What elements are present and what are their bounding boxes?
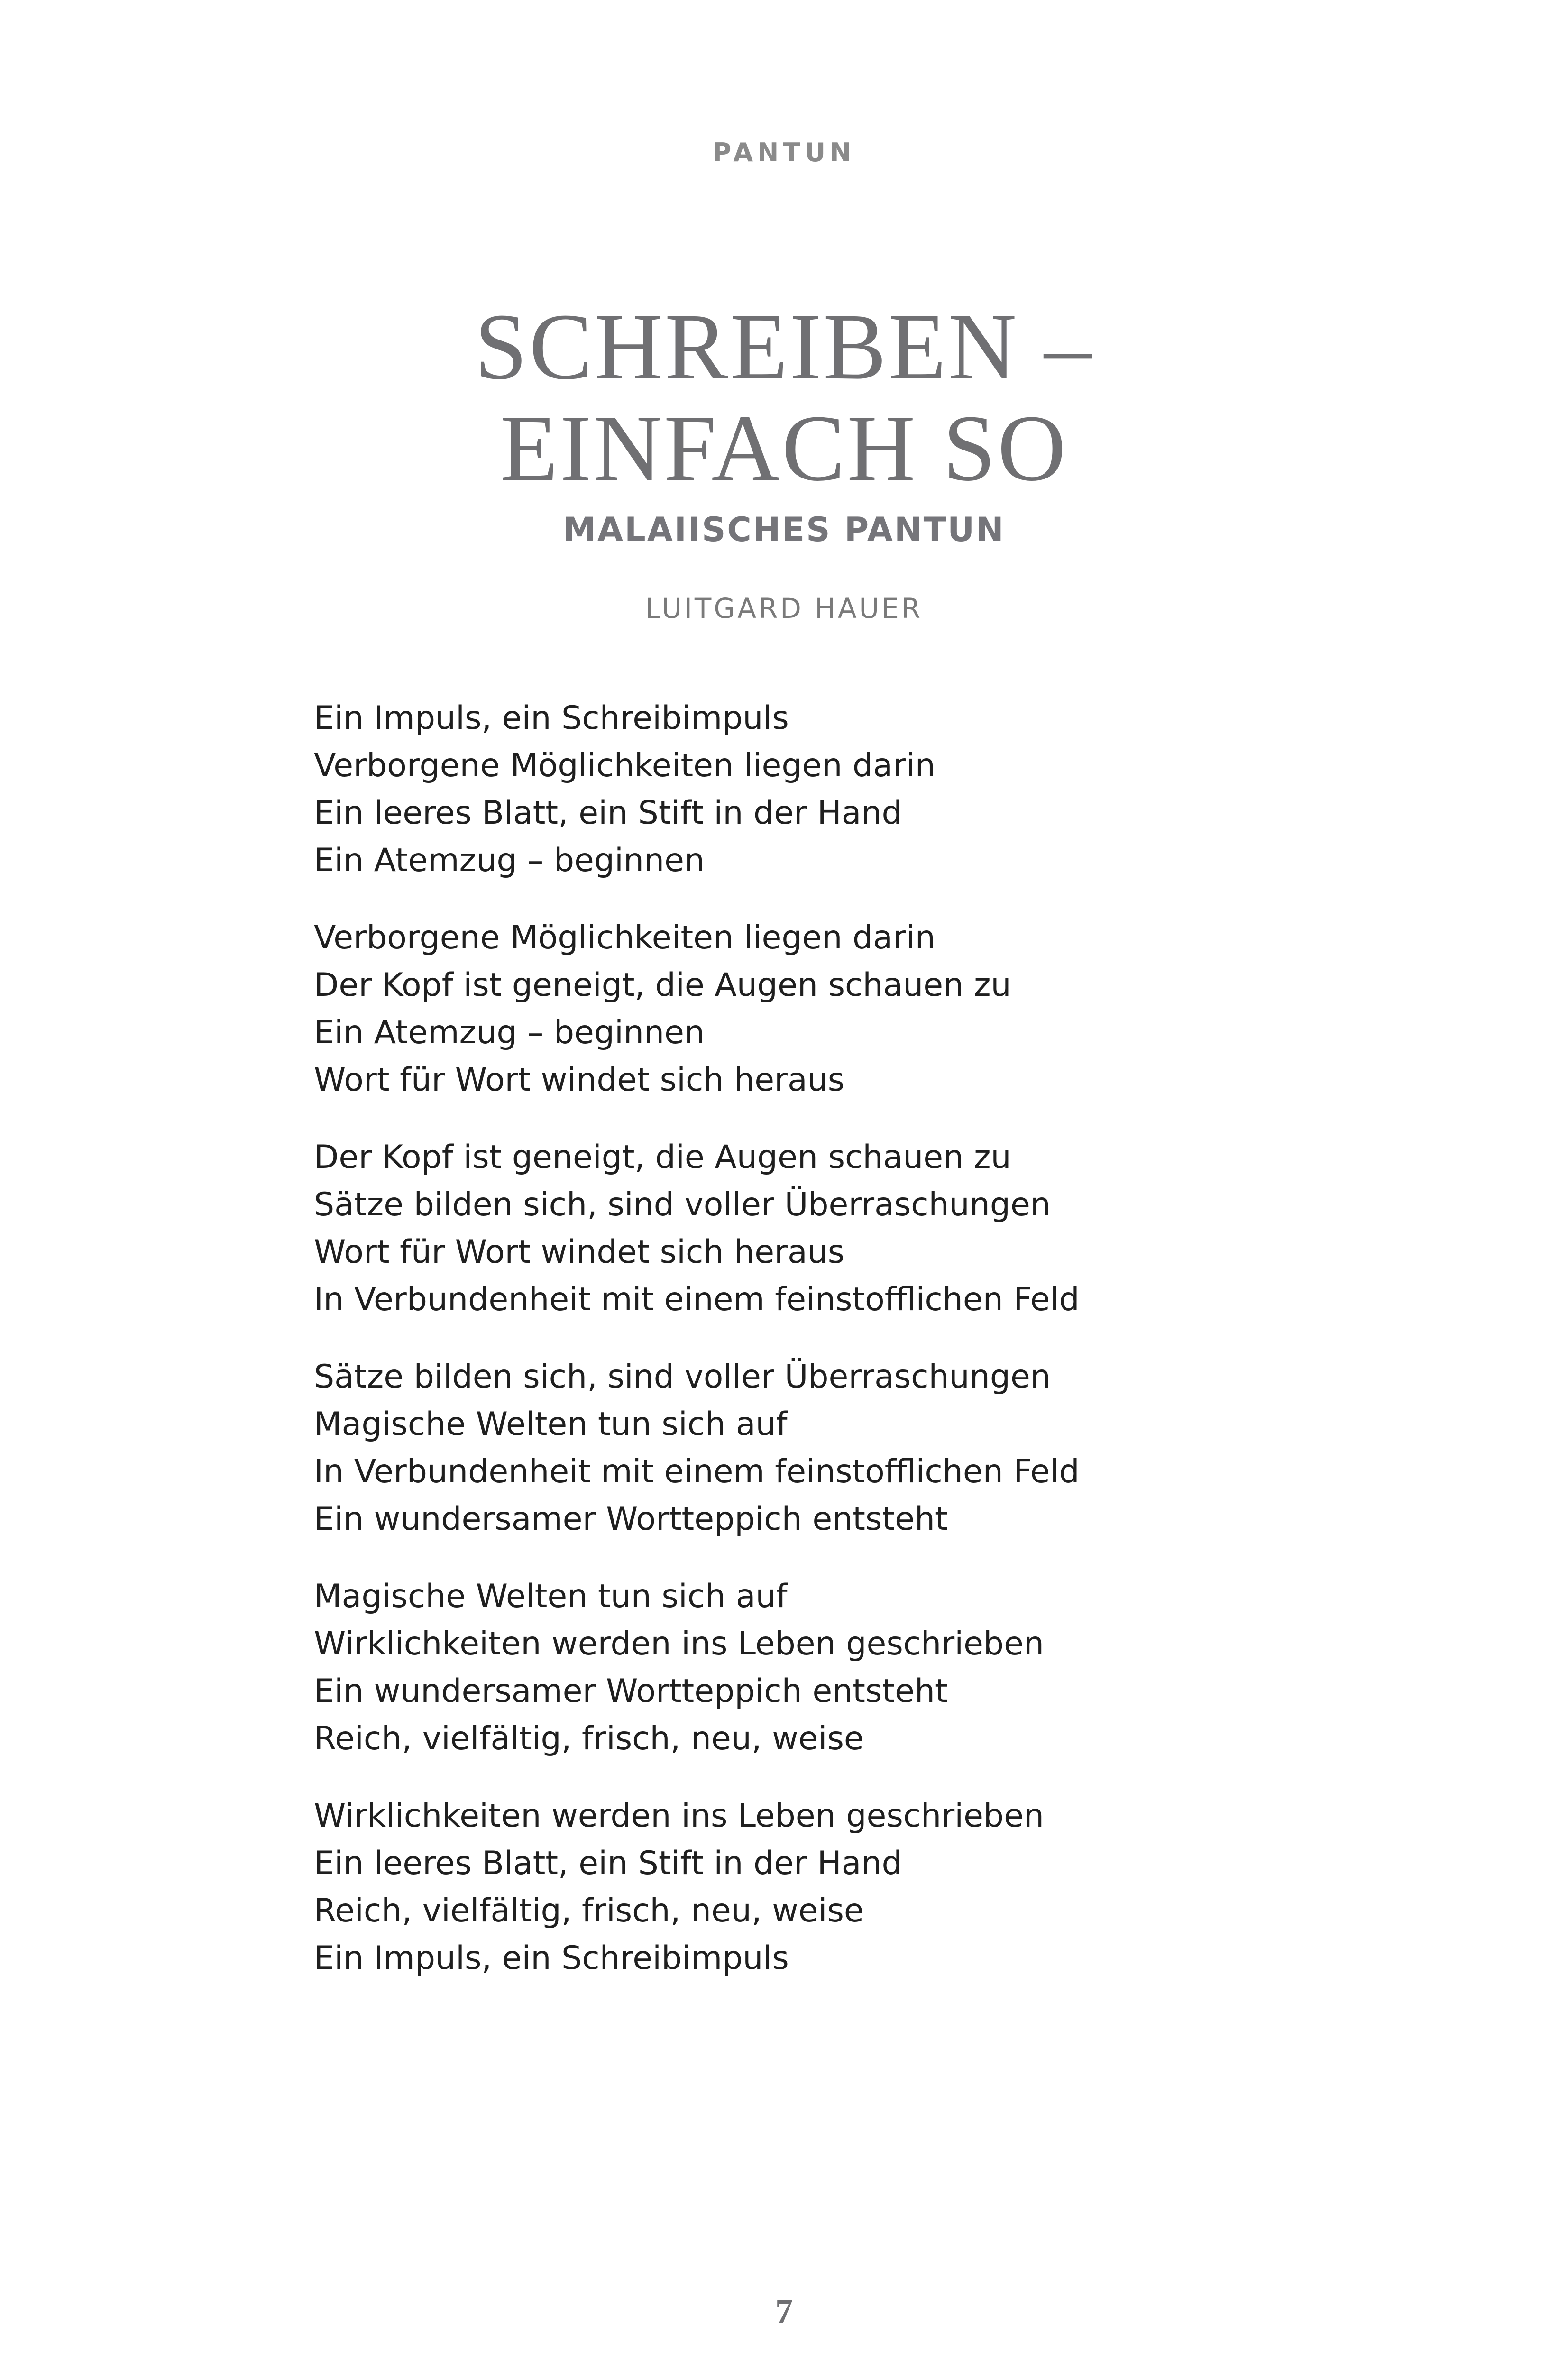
poem-line: Wirklichkeiten werden ins Leben geschrieben [314, 1797, 1045, 1835]
poem-subtitle: MALAIISCHES PANTUN [563, 510, 1005, 549]
poem-line: Ein Impuls, ein Schreibimpuls [314, 699, 789, 737]
poem-line: Verborgene Möglichkeiten liegen darin [314, 747, 935, 784]
poem-line: Magische Welten tun sich auf [314, 1578, 788, 1615]
poem-line: In Verbundenheit mit einem feinstofflichen Feld [314, 1453, 1080, 1490]
poem-line: Sätze bilden sich, sind voller Überraschungen [314, 1358, 1051, 1396]
poem-line: Ein wundersamer Wortteppich entsteht [314, 1673, 948, 1710]
stanza-5 [314, 1573, 1310, 1763]
poem-line: Wirklichkeiten werden ins Leben geschrieben [314, 1625, 1045, 1663]
poem-line: Wort für Wort windet sich heraus [314, 1233, 845, 1271]
poem-line: Verborgene Möglichkeiten liegen darin [314, 919, 935, 956]
poem-line: Der Kopf ist geneigt, die Augen schauen zu [314, 1139, 1011, 1176]
poem-line: Ein Atemzug – beginnen [314, 842, 705, 879]
poem-line: Ein wundersamer Wortteppich entsteht [314, 1500, 948, 1538]
poem-line: Reich, vielfältig, frisch, neu, weise [314, 1720, 864, 1757]
page-number: 7 [775, 2292, 793, 2331]
poem-title-line-1: SCHREIBEN – [474, 294, 1094, 399]
poem-title-line-2: EINFACH SO [500, 396, 1068, 501]
stanza-4 [314, 1353, 1310, 1543]
poem-line: Ein leeres Blatt, ein Stift in der Hand [314, 1845, 902, 1882]
poem-line: In Verbundenheit mit einem feinstofflichen Feld [314, 1281, 1080, 1318]
stanza-1 [314, 695, 1310, 884]
poem-line: Wort für Wort windet sich heraus [314, 1061, 845, 1099]
running-head: PANTUN [712, 138, 856, 167]
stanza-3 [314, 1134, 1310, 1323]
poem-line: Magische Welten tun sich auf [314, 1406, 788, 1443]
stanza-2 [314, 914, 1310, 1104]
poem-line: Ein Impuls, ein Schreibimpuls [314, 1939, 789, 1977]
poem-author: LUITGARD HAUER [645, 592, 923, 625]
poem-line: Der Kopf ist geneigt, die Augen schauen zu [314, 966, 1011, 1004]
poem-line: Ein Atemzug – beginnen [314, 1014, 705, 1051]
stanza-6 [314, 1792, 1310, 1982]
poem-title [0, 296, 1568, 499]
poem-body [314, 695, 1310, 2012]
poem-line: Ein leeres Blatt, ein Stift in der Hand [314, 794, 902, 832]
poem-line: Sätze bilden sich, sind voller Überraschungen [314, 1186, 1051, 1223]
poem-line: Reich, vielfältig, frisch, neu, weise [314, 1892, 864, 1930]
